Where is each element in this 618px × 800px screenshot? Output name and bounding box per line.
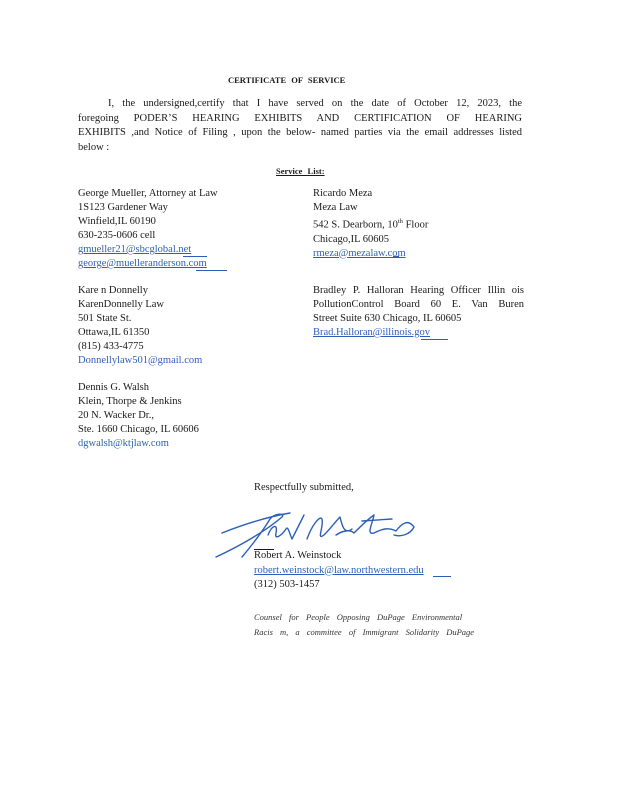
signatory-block bbox=[254, 549, 424, 593]
paragraph-line: EXHIBITS ,and Notice of Filing , upon the below- named parties via the email addresses listed bbox=[78, 127, 522, 138]
email-link[interactable]: gmueller21@sbcglobal.net bbox=[78, 244, 192, 255]
party-mueller bbox=[78, 187, 218, 271]
party-line: Meza Law bbox=[313, 202, 358, 213]
party-line: PollutionControl Board 60 E. Van Buren bbox=[313, 299, 524, 310]
party-line: Klein, Thorpe & Jenkins bbox=[78, 396, 182, 407]
party-line: 1S123 Gardener Way bbox=[78, 202, 168, 213]
party-line: Chicago,IL 60605 bbox=[313, 233, 390, 245]
certification-paragraph bbox=[78, 97, 522, 155]
party-line: Street Suite 630 Chicago, IL 60605 bbox=[313, 313, 462, 324]
party-line: (815) 433-4775 bbox=[78, 341, 144, 352]
party-line: Dennis G. Walsh bbox=[78, 382, 149, 393]
party-line: George Mueller, Attorney at Law bbox=[78, 188, 218, 199]
document-title: CERTIFICATE OF SERVICE bbox=[228, 75, 346, 85]
party-donnelly bbox=[78, 284, 202, 368]
signatory-phone: (312) 503-1457 bbox=[254, 579, 320, 590]
paragraph-line: I, the undersigned,certify that I have served on the date of October 12, 2023, the bbox=[108, 98, 522, 109]
party-line: Ottawa,IL 61350 bbox=[78, 327, 150, 338]
underline-rule bbox=[393, 256, 399, 257]
party-line: Bradley P. Halloran Hearing Officer Illin ois bbox=[313, 285, 524, 296]
party-line: 501 State St. bbox=[78, 313, 132, 324]
email-link[interactable]: Brad.Halloran@illinois.gov bbox=[313, 327, 430, 338]
party-line: Winfield,IL 60190 bbox=[78, 216, 156, 227]
counsel-line: Racis m, a committee of Immigrant Solidarity DuPage bbox=[254, 627, 475, 637]
paragraph-line: foregoing PODER’S HEARING EXHIBITS AND CERTIFICATION OF HEARING bbox=[78, 112, 522, 124]
underline-rule bbox=[421, 339, 448, 340]
paragraph-line: below : bbox=[78, 141, 110, 153]
party-line: Ste. 1660 Chicago, IL 60606 bbox=[78, 424, 199, 435]
email-link[interactable]: Donnellylaw501@gmail.com bbox=[78, 355, 203, 366]
underline-rule bbox=[183, 256, 207, 257]
party-line: Ricardo Meza bbox=[313, 188, 373, 199]
underline-rule bbox=[196, 270, 227, 271]
email-link[interactable]: rmeza@mezalaw.com bbox=[313, 247, 406, 259]
party-line: 630-235-0606 cell bbox=[78, 230, 156, 241]
party-address: 542 S. Dearborn, 10th Floor bbox=[313, 218, 429, 231]
party-line: 20 N. Wacker Dr., bbox=[78, 410, 154, 421]
service-list-heading: Service List: bbox=[276, 166, 325, 176]
signatory-name: Robert A. Weinstock bbox=[254, 550, 342, 561]
party-meza bbox=[313, 187, 428, 261]
respectfully-submitted: Respectfully submitted, bbox=[254, 482, 354, 493]
counsel-note bbox=[254, 610, 474, 640]
party-halloran bbox=[313, 284, 524, 340]
counsel-line: Counsel for People Opposing DuPage Environmental bbox=[254, 612, 463, 622]
party-line: KarenDonnelly Law bbox=[78, 299, 165, 310]
underline-rule bbox=[433, 576, 451, 577]
email-link[interactable]: george@muelleranderson.com bbox=[78, 258, 207, 269]
party-walsh bbox=[78, 381, 199, 451]
email-link[interactable]: dgwalsh@ktjlaw.com bbox=[78, 438, 169, 449]
party-line: Kare n Donnelly bbox=[78, 285, 148, 296]
email-link[interactable]: robert.weinstock@law.northwestern.edu bbox=[254, 564, 424, 576]
